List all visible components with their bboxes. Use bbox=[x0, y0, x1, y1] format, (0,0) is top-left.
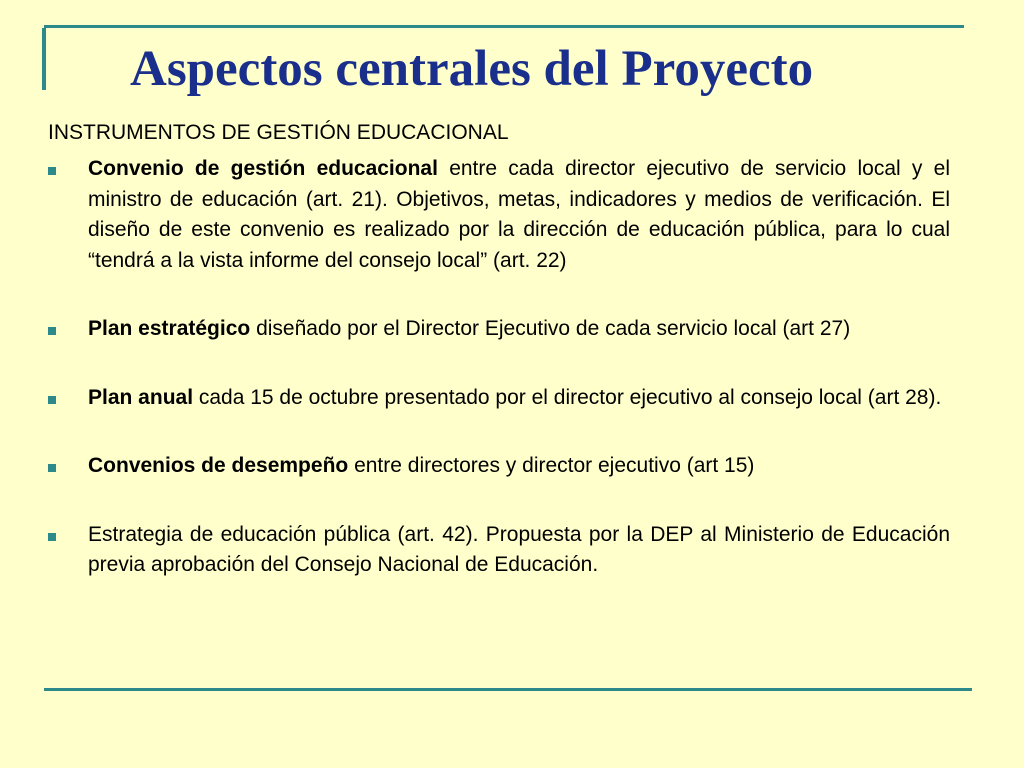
slide-title: Aspectos centrales del Proyecto bbox=[130, 41, 814, 97]
square-bullet-icon bbox=[48, 533, 56, 541]
item-bold-term: Convenios de desempeño bbox=[88, 454, 349, 477]
item-bold-term: Convenio de gestión educacional bbox=[88, 157, 438, 180]
section-subtitle: INSTRUMENTOS DE GESTIÓN EDUCACIONAL bbox=[48, 121, 509, 144]
list-item bbox=[48, 383, 950, 414]
item-text: diseñado por el Director Ejecutivo de cada servicio local (art 27) bbox=[250, 317, 851, 340]
square-bullet-icon bbox=[48, 396, 56, 404]
bottom-accent-line bbox=[44, 688, 972, 691]
top-accent-line bbox=[44, 25, 964, 28]
square-bullet-icon bbox=[48, 167, 56, 175]
list-item bbox=[48, 520, 950, 581]
square-bullet-icon bbox=[48, 464, 56, 472]
list-item bbox=[48, 154, 950, 276]
left-accent-line bbox=[42, 28, 46, 90]
bullet-list bbox=[48, 154, 950, 581]
item-bold-term: Plan anual bbox=[88, 385, 194, 409]
item-text: entre cada director ejecutivo de servicio local y el ministro de educación (art. 21). Objetivos, metas, indicadores y medios de verificación. El diseño de este convenio es realizado por la dirección de educación pública, para lo cual “tendrá a la vista informe del consejo local” (art. 22) bbox=[88, 157, 950, 272]
square-bullet-icon bbox=[48, 327, 56, 335]
list-item bbox=[48, 451, 950, 482]
item-text: Estrategia de educación pública (art. 42). Propuesta por la DEP al Ministerio de Educación previa aprobación del Consejo Nacional de Educación. bbox=[88, 522, 950, 576]
item-bold-term: Plan estratégico bbox=[88, 317, 251, 340]
list-item bbox=[48, 314, 950, 345]
item-text: cada 15 de octubre presentado por el director ejecutivo al consejo local (art 28). bbox=[193, 385, 942, 409]
item-text: entre directores y director ejecutivo (art 15) bbox=[348, 454, 755, 477]
